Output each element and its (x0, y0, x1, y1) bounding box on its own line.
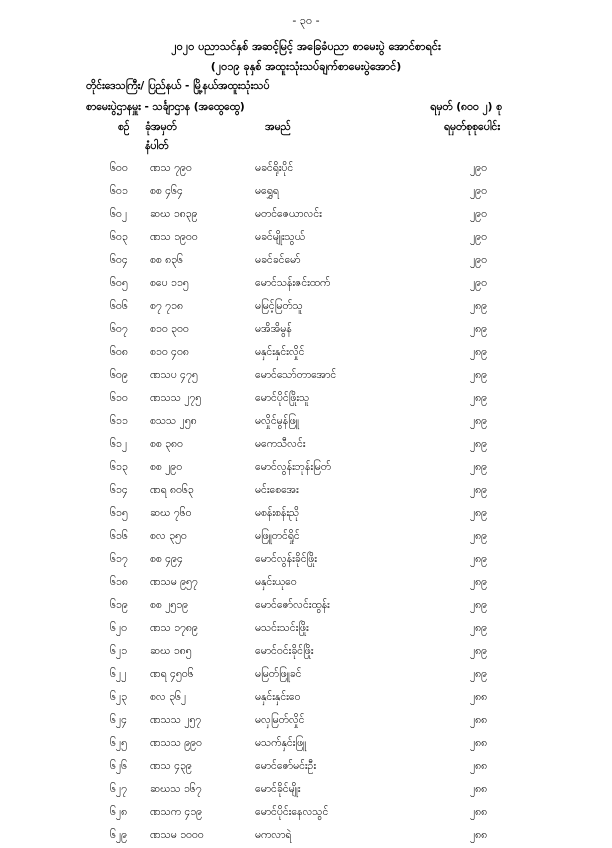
marks-value: ၂၈၈ (470, 783, 488, 795)
marks-value: ၂၈၉ (470, 346, 488, 358)
marks-value: ၂၉၀ (470, 254, 487, 266)
student-name: မအိအိမွန် (255, 323, 292, 335)
column-header-roll-line2: နံပါတ် (145, 140, 169, 152)
table-row (0, 503, 612, 526)
page-number: - ၃၀ - (292, 14, 320, 27)
results-list (0, 158, 612, 848)
location-line: တိုင်းဒေသကြီး/ ပြည်နယ် - မြို့နယ်အထူးသုံးသပ် (86, 80, 270, 92)
marks-value: ၂၈၉ (470, 461, 488, 473)
row-number: ၆၀၃ (110, 231, 128, 243)
marks-value: ၂၈၈ (470, 691, 488, 703)
roll-number: ဏသက ၄၁၉ (150, 806, 203, 818)
student-name: မောင်သော်တာအောင် (255, 369, 337, 381)
roll-number: ဏရ ၄၅၀၆ (150, 668, 194, 680)
roll-number: စ၁၀ ၃၀၀ (150, 323, 189, 335)
table-row (0, 595, 612, 618)
row-number: ၆၁၆ (110, 530, 128, 542)
table-row (0, 618, 612, 641)
row-number: ၆၂၀ (110, 622, 127, 634)
roll-number: စစ ၂၅၁၉ (150, 599, 189, 611)
table-row (0, 204, 612, 227)
table-row (0, 273, 612, 296)
exam-center-line: စာမေးပွဲဌာနမှူး - သင်္ချာဌာန (အထွေထွေ) (86, 101, 245, 113)
student-name: မောင်ဇော်မင်းဦး (255, 760, 317, 772)
table-row (0, 664, 612, 687)
student-name: မင်းစေအေး (255, 484, 299, 496)
student-name: မောင်ဝင်းခိုင်ဖြိုး (255, 645, 314, 657)
table-row (0, 296, 612, 319)
roll-number: ဆဃ ၁၈၃၉ (150, 208, 198, 220)
marks-value: ၂၈၈ (470, 760, 488, 772)
marks-value: ၂၉၀ (470, 231, 487, 243)
column-header-no: စဉ် (118, 121, 130, 133)
student-name: မခင်ခင်မော် (255, 254, 301, 266)
student-name: မောင်သန်းဇင်းထက် (255, 277, 331, 289)
roll-number: ဏသ ၄၃၉ (150, 760, 192, 772)
roll-number: ဏသပ ၄၇၅ (150, 369, 198, 381)
row-number: ၆၂၆ (110, 760, 127, 772)
student-name: မမြင့်မြတ်သူ (255, 300, 303, 312)
table-row (0, 779, 612, 802)
row-number: ၆၁၃ (110, 461, 128, 473)
row-number: ၆၀၈ (110, 346, 128, 358)
table-row (0, 572, 612, 595)
marks-value: ၂၈၉ (470, 392, 488, 404)
table-row (0, 710, 612, 733)
document-subtitle: (၂၀၁၉ ခုနှစ် အထူးသုံးသပ်ချက်စာမေးပွဲအောင်) (210, 60, 402, 73)
roll-number: စ၇ ၇၁၈ (150, 300, 183, 312)
row-number: ၆၁၉ (110, 599, 128, 611)
roll-number: ဆဃ ၁၈၅ (150, 645, 192, 657)
column-header-roll: ခုံအမှတ် (145, 121, 177, 133)
roll-number: စစ ၄၉၄ (150, 553, 183, 565)
column-header-marks: ရမှတ်စုစုပေါင်း (443, 121, 500, 133)
marks-value: ၂၉၀ (470, 185, 487, 197)
marks-value: ၂၈၉ (470, 300, 488, 312)
row-number: ၆၀၉ (110, 369, 128, 381)
marks-value: ၂၉၀ (470, 208, 487, 220)
row-number: ၆၁၇ (110, 553, 128, 565)
marks-value: ၂၉၀ (470, 162, 487, 174)
student-name: မောင်ဇော်လင်းထွန်း (255, 599, 330, 611)
student-name: မဖြူတင်ရှိုင် (255, 530, 300, 542)
row-number: ၆၂၇ (110, 783, 127, 795)
row-number: ၆၂၈ (110, 806, 128, 818)
marks-value: ၂၈၉ (470, 507, 488, 519)
row-number: ၆၁၄ (110, 484, 128, 496)
row-number: ၆၀၁ (110, 185, 128, 197)
student-name: မမြတ်ဖြူခင် (255, 668, 302, 680)
roll-number: စလ ၃၆၂ (150, 691, 187, 703)
marks-value: ၂၈၉ (470, 645, 488, 657)
roll-number: ဏရ ၈၀၆၃ (150, 484, 194, 496)
roll-number: ဏသသ ၉၉၀ (150, 737, 202, 749)
student-name: မောင်လွန်းဘုန်းမြတ် (255, 461, 331, 473)
roll-number: ဆဃသ ၁၆၇ (150, 783, 202, 795)
table-row (0, 181, 612, 204)
student-name: မလှမြတ်လှိုင် (255, 714, 305, 726)
row-number: ၆၀၂ (110, 208, 127, 220)
roll-number: ဏသ ၇၉၀ (150, 162, 192, 174)
roll-number: စစ ၂၉၀ (150, 461, 183, 473)
marks-value: ၂၈၈ (470, 737, 488, 749)
table-row (0, 319, 612, 342)
student-name: မနှင်းနှင်းဝေ (255, 691, 301, 703)
student-name: မောင်ခိုင်မျိုး (255, 783, 301, 795)
roll-number: စပေ ၁၁၅ (150, 277, 189, 289)
student-name: မကေသီလင်း (255, 438, 306, 450)
row-number: ၆၁၅ (110, 507, 128, 519)
table-row (0, 756, 612, 779)
table-row (0, 480, 612, 503)
roll-number: စ၁၀ ၄၀၈ (150, 346, 189, 358)
column-header-name: အမည် (265, 121, 291, 133)
student-name: မောင်ပိုင်းနေလသွင် (255, 806, 329, 818)
student-name: မောင်လွန်းခိုင်ဖြိုး (255, 553, 317, 565)
row-number: ၆၂၅ (110, 737, 127, 749)
table-row (0, 549, 612, 572)
table-row (0, 687, 612, 710)
student-name: မနှင်းနှင်းလှိုင် (255, 346, 305, 358)
roll-number: ဏသသ ၂၅၇ (150, 714, 202, 726)
marks-value: ၂၈၉ (470, 553, 488, 565)
roll-number: ဏသမ ၉၅၇ (150, 576, 198, 588)
marks-value: ၂၈၉ (470, 369, 488, 381)
table-row (0, 434, 612, 457)
row-number: ၆၂၄ (110, 714, 127, 726)
table-row (0, 365, 612, 388)
table-row (0, 342, 612, 365)
marks-value: ၂၈၉ (470, 415, 488, 427)
student-name: မတင်ဇေယာလင်း (255, 208, 322, 220)
table-row (0, 250, 612, 273)
student-name: မသင်းသင်းဖြိုး (255, 622, 309, 634)
marks-value: ၂၈၉ (470, 438, 488, 450)
table-row (0, 411, 612, 434)
student-name: မသက်နှင်းဖြူ (255, 737, 307, 749)
table-row (0, 457, 612, 480)
roll-number: စသသ ၂၅၈ (150, 415, 197, 427)
roll-number: ဏသ ၁၉၀၀ (150, 231, 198, 243)
table-row (0, 388, 612, 411)
row-number: ၆၂၂ (110, 668, 127, 680)
row-number: ၆၁၂ (110, 438, 127, 450)
row-number: ၆၀၆ (110, 300, 128, 312)
table-row (0, 802, 612, 825)
table-row (0, 825, 612, 848)
document-title: ၂၀၂၀ ပညာသင်နှစ် အဆင့်မြင့် အခြေခံပညာ စာမေးပွဲ အောင်စာရင်း (171, 40, 441, 53)
row-number: ၆၀၄ (110, 254, 128, 266)
row-number: ၆၀၇ (110, 323, 128, 335)
student-name: မလှိုင်မွန်ဖြူ (255, 415, 299, 427)
marks-value: ၂၈၉ (470, 323, 488, 335)
marks-value: ၂၈၉ (470, 599, 488, 611)
total-marks-header: ရမှတ် (၈၀၀ ၂) စု (430, 101, 502, 113)
student-name: မရွှေရ (255, 185, 279, 197)
row-number: ၆၂၁ (110, 645, 127, 657)
row-number: ၆၁၀ (110, 392, 128, 404)
marks-value: ၂၈၉ (470, 530, 488, 542)
row-number: ၆၂၉ (110, 829, 127, 841)
table-row (0, 733, 612, 756)
roll-number: ဏသသ ၂၇၅ (150, 392, 202, 404)
row-number: ၆၁၈ (110, 576, 128, 588)
marks-value: ၂၉၀ (470, 277, 487, 289)
row-number: ၆၁၁ (110, 415, 128, 427)
student-name: မောင်ပိုင်ဖြိုးသူ (255, 392, 310, 404)
marks-value: ၂၈၉ (470, 668, 488, 680)
roll-number: ဏသ ၁၇၈၉ (150, 622, 198, 634)
marks-value: ၂၈၈ (470, 829, 488, 841)
table-row (0, 227, 612, 250)
student-name: မနှင်းယုဝေ (255, 576, 297, 588)
roll-number: စစ ၄၆၄ (150, 185, 183, 197)
table-row (0, 526, 612, 549)
roll-number: စစ ၈၃၆ (150, 254, 183, 266)
roll-number: ဏသမ ၁၀၀၀ (150, 829, 204, 841)
marks-value: ၂၈၈ (470, 714, 488, 726)
roll-number: ဆဃ ၇၆၀ (150, 507, 192, 519)
marks-value: ၂၈၉ (470, 622, 488, 634)
row-number: ၆၀၀ (110, 162, 128, 174)
marks-value: ၂၈၈ (470, 806, 488, 818)
student-name: မစန်းစန်းညို (255, 507, 300, 519)
student-name: မခင်ရိုးပိုင် (255, 162, 294, 174)
student-name: မခင်မျိုးသွယ် (255, 231, 305, 243)
marks-value: ၂၈၉ (470, 484, 488, 496)
table-row (0, 641, 612, 664)
table-row (0, 158, 612, 181)
marks-value: ၂၈၉ (470, 576, 488, 588)
roll-number: စစ ၃၈၀ (150, 438, 183, 450)
row-number: ၆၀၅ (110, 277, 128, 289)
student-name: မကလာရဲ (255, 829, 292, 841)
roll-number: စလ ၃၅၀ (150, 530, 187, 542)
row-number: ၆၂၃ (110, 691, 127, 703)
